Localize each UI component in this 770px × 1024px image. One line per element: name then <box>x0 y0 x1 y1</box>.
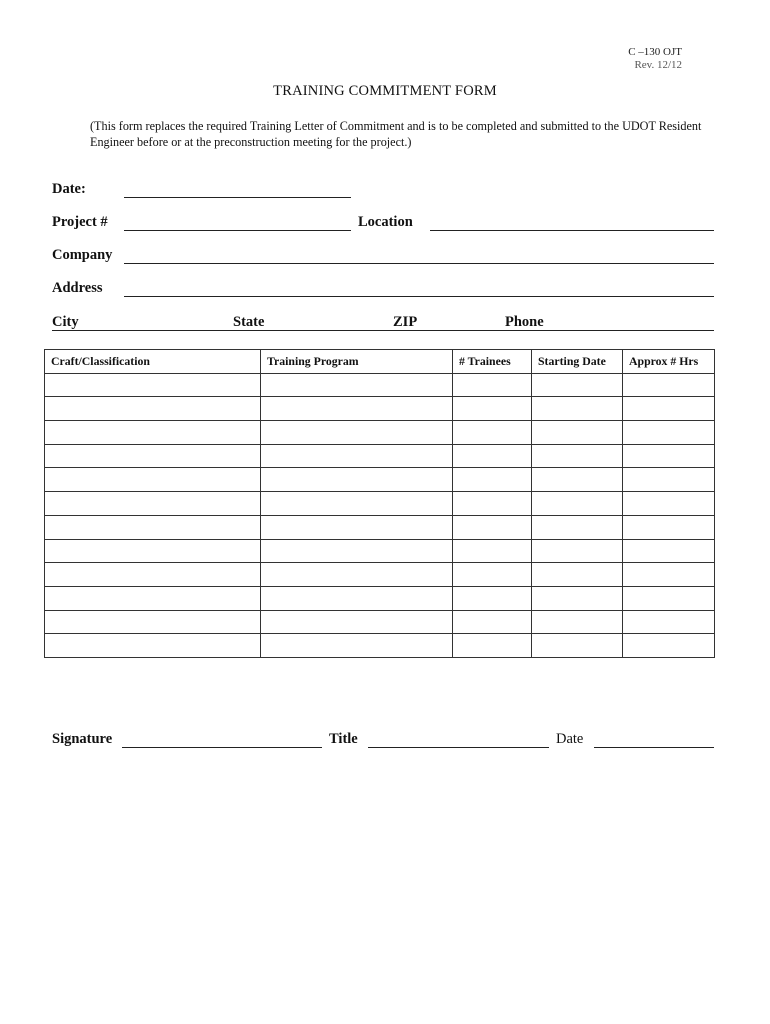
table-cell[interactable] <box>532 610 623 634</box>
address-label: Address <box>52 280 103 296</box>
table-row <box>45 444 715 468</box>
company-label: Company <box>52 247 113 263</box>
city-state-zip-phone-field[interactable] <box>52 330 714 331</box>
table-row <box>45 539 715 563</box>
table-row <box>45 563 715 587</box>
table-cell[interactable] <box>45 373 261 397</box>
table-cell[interactable] <box>623 373 715 397</box>
signature-date-label: Date <box>556 731 584 747</box>
table-cell[interactable] <box>623 492 715 516</box>
address-field[interactable] <box>124 296 714 297</box>
signature-field[interactable] <box>122 747 322 748</box>
table-cell[interactable] <box>532 586 623 610</box>
table-cell[interactable] <box>261 515 453 539</box>
table-cell[interactable] <box>261 468 453 492</box>
table-cell[interactable] <box>532 539 623 563</box>
column-header: Craft/Classification <box>45 350 261 374</box>
training-table <box>44 349 715 658</box>
table-cell[interactable] <box>623 444 715 468</box>
table-row <box>45 373 715 397</box>
table-cell[interactable] <box>453 539 532 563</box>
table-row <box>45 610 715 634</box>
table-row <box>45 492 715 516</box>
table-cell[interactable] <box>623 634 715 658</box>
table-cell[interactable] <box>261 610 453 634</box>
table-cell[interactable] <box>261 444 453 468</box>
intro-text: (This form replaces the required Training Letter of Commitment and is to be completed and submitted to the UDOT Resident Engineer before or at the preconstruction meeting for the project.) <box>90 119 702 149</box>
table-cell[interactable] <box>532 397 623 421</box>
table-cell[interactable] <box>45 610 261 634</box>
table-cell[interactable] <box>532 515 623 539</box>
table-cell[interactable] <box>453 397 532 421</box>
page-title: TRAINING COMMITMENT FORM <box>273 83 497 99</box>
state-label: State <box>233 314 265 330</box>
table-cell[interactable] <box>261 563 453 587</box>
table-cell[interactable] <box>453 444 532 468</box>
table-cell[interactable] <box>45 421 261 445</box>
table-cell[interactable] <box>532 373 623 397</box>
table-cell[interactable] <box>45 586 261 610</box>
column-header: # Trainees <box>453 350 532 374</box>
table-cell[interactable] <box>261 634 453 658</box>
table-cell[interactable] <box>532 468 623 492</box>
table-cell[interactable] <box>453 586 532 610</box>
location-label: Location <box>358 214 413 230</box>
table-cell[interactable] <box>45 444 261 468</box>
revision-label: Rev. 12/12 <box>634 59 682 71</box>
table-cell[interactable] <box>45 468 261 492</box>
company-field[interactable] <box>124 263 714 264</box>
city-label: City <box>52 314 79 330</box>
table-cell[interactable] <box>453 634 532 658</box>
table-cell[interactable] <box>623 468 715 492</box>
table-row <box>45 634 715 658</box>
column-header: Approx # Hrs <box>623 350 715 374</box>
date-label: Date: <box>52 181 86 197</box>
table-cell[interactable] <box>453 468 532 492</box>
form-code-block <box>628 46 682 72</box>
project-label: Project # <box>52 214 108 230</box>
table-cell[interactable] <box>261 373 453 397</box>
title-field[interactable] <box>368 747 549 748</box>
table-cell[interactable] <box>532 563 623 587</box>
signature-date-field[interactable] <box>594 747 714 748</box>
phone-label: Phone <box>505 314 544 330</box>
table-cell[interactable] <box>45 515 261 539</box>
zip-label: ZIP <box>393 314 418 330</box>
table-cell[interactable] <box>453 515 532 539</box>
form-code: C –130 OJT <box>628 46 682 58</box>
table-cell[interactable] <box>623 515 715 539</box>
table-cell[interactable] <box>453 373 532 397</box>
table-cell[interactable] <box>261 421 453 445</box>
table-cell[interactable] <box>532 492 623 516</box>
table-cell[interactable] <box>623 421 715 445</box>
title-label: Title <box>329 731 358 747</box>
table-row <box>45 397 715 421</box>
table-cell[interactable] <box>623 586 715 610</box>
signature-label: Signature <box>52 731 113 747</box>
location-field[interactable] <box>430 230 714 231</box>
table-cell[interactable] <box>45 634 261 658</box>
table-row <box>45 586 715 610</box>
table-cell[interactable] <box>532 444 623 468</box>
table-cell[interactable] <box>623 563 715 587</box>
table-cell[interactable] <box>453 563 532 587</box>
table-cell[interactable] <box>45 492 261 516</box>
table-cell[interactable] <box>453 421 532 445</box>
table-cell[interactable] <box>45 539 261 563</box>
table-cell[interactable] <box>261 539 453 563</box>
column-header: Training Program <box>261 350 453 374</box>
table-cell[interactable] <box>532 421 623 445</box>
column-header: Starting Date <box>532 350 623 374</box>
table-cell[interactable] <box>623 397 715 421</box>
table-row <box>45 468 715 492</box>
table-cell[interactable] <box>261 397 453 421</box>
table-cell[interactable] <box>623 610 715 634</box>
table-cell[interactable] <box>623 539 715 563</box>
project-field[interactable] <box>124 230 351 231</box>
table-cell[interactable] <box>453 610 532 634</box>
table-cell[interactable] <box>453 492 532 516</box>
table-row <box>45 421 715 445</box>
table-cell[interactable] <box>45 397 261 421</box>
date-field[interactable] <box>124 197 351 198</box>
table-cell[interactable] <box>261 492 453 516</box>
table-row <box>45 515 715 539</box>
table-cell[interactable] <box>261 586 453 610</box>
table-cell[interactable] <box>45 563 261 587</box>
table-header-row <box>45 350 715 374</box>
table-cell[interactable] <box>532 634 623 658</box>
